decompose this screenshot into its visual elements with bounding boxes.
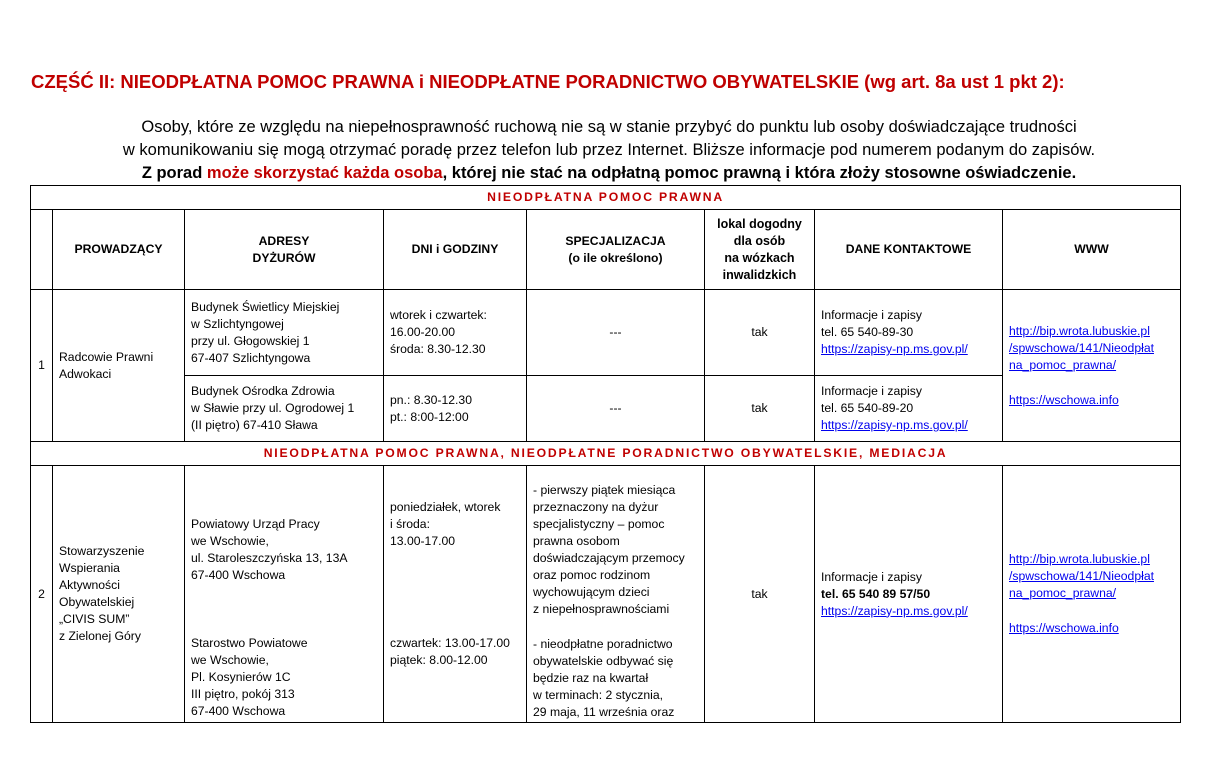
row-1a-adres-2: w Szlichtyngowej <box>191 316 284 331</box>
row-2-spec-b-1: - nieodpłatne poradnictwo <box>533 637 673 651</box>
row-2-adres-b-3: Pl. Kosynierów 1C <box>191 670 291 684</box>
row-2-dni-a-3: 13.00-17.00 <box>390 534 456 548</box>
row-1b-adres <box>185 376 384 442</box>
row-2-dni-a-1: poniedziałek, wtorek <box>390 500 501 514</box>
row-2-dane-1: Informacje i zapisy <box>821 569 922 584</box>
row-2-adres-a-3: ul. Staroleszczyńska 13, 13A <box>191 551 348 565</box>
row-2-adres-b-5: 67-400 Wschowa <box>191 704 286 718</box>
row-1b-lokal: tak <box>705 376 815 442</box>
row-1a-dni-2: 16.00-20.00 <box>390 325 456 339</box>
row-1a-adres-4: 67-407 Szlichtyngowa <box>191 350 311 365</box>
row-2-bip-link[interactable]: http://bip.wrota.lubuskie.pl <box>1009 552 1150 566</box>
row-1b-dni <box>384 376 527 442</box>
row-1-www <box>1003 290 1181 442</box>
header-adresy-1: ADRESY <box>258 233 310 248</box>
spacer <box>191 584 377 635</box>
section-header-row-1 <box>31 186 1181 210</box>
row-1-prowadzacy-1: Radcowie Prawni <box>59 349 154 364</box>
row-2-dni-b-1: czwartek: 13.00-17.00 <box>390 636 510 650</box>
header-lokal <box>705 210 815 290</box>
header-lokal-1: lokal dogodny <box>717 216 802 231</box>
header-www: WWW <box>1003 210 1181 290</box>
header-spec-2: (o ile określono) <box>568 250 663 265</box>
intro-line-3-a: Z porad <box>141 164 207 182</box>
intro-line-2: w komunikowaniu się mogą otrzymać poradę przez telefon lub przez Internet. Bliższe informacje pod numerem podanym do zapisów. <box>122 141 1096 159</box>
spacer <box>533 618 698 636</box>
row-2-adres-a-2: we Wschowie, <box>191 534 269 548</box>
row-2-lokal: tak <box>705 466 815 723</box>
row-2-dni-b-2: piątek: 8.00-12.00 <box>390 653 488 667</box>
table-header-row <box>31 210 1181 290</box>
page-title: CZĘŚĆ II: NIEODPŁATNA POMOC PRAWNA i NIEODPŁATNE PORADNICTWO OBYWATELSKIE (wg art. 8a ust 1 pkt 2): <box>31 71 1065 92</box>
spacer <box>390 550 520 635</box>
row-2-bip-link-2[interactable]: /spwschowa/141/Nieodpłat <box>1009 569 1154 583</box>
row-2-adres-a-1: Powiatowy Urząd Pracy <box>191 517 320 531</box>
row-1a-dni <box>384 290 527 376</box>
row-1b-spec: --- <box>527 376 705 442</box>
spacer <box>1009 374 1174 392</box>
row-2-bip-link-3[interactable]: na_pomoc_prawna/ <box>1009 586 1117 600</box>
header-spec-1: SPECJALIZACJA <box>565 233 666 248</box>
row-2-www <box>1003 466 1181 723</box>
row-2-prowadzacy-5: „CIVIS SUM” <box>59 612 130 626</box>
row-1b-dane-1: Informacje i zapisy <box>821 384 922 398</box>
row-2-adres-b-1: Starostwo Powiatowe <box>191 636 308 650</box>
header-lokal-4: inwalidzkich <box>722 267 797 282</box>
table-row <box>31 290 1181 376</box>
row-2-adres-a-4: 67-400 Wschowa <box>191 568 286 582</box>
section-title-2: NIEODPŁATNA POMOC PRAWNA, NIEODPŁATNE PORADNICTWO OBYWATELSKIE, MEDIACJA <box>31 442 1181 466</box>
row-1b-adres-1: Budynek Ośrodka Zdrowia <box>191 384 335 398</box>
row-2-spec-a-6: oraz pomoc rodzinom <box>533 568 651 582</box>
row-2-prowadzacy-2: Wspierania <box>59 561 120 575</box>
row-2-dni-a-2: i środa: <box>390 517 430 531</box>
header-adresy <box>185 210 384 290</box>
row-2-dane-2: tel. 65 540 89 57/50 <box>821 586 931 601</box>
row-1a-dane-2: tel. 65 540-89-30 <box>821 325 914 339</box>
row-1a-adres <box>185 290 384 376</box>
row-2-zapisy-link[interactable]: https://zapisy-np.ms.gov.pl/ <box>821 603 968 618</box>
services-table <box>30 185 1181 723</box>
row-2-spec-a-5: doświadczającym przemocy <box>533 551 685 565</box>
row-2-spec-a-3: specjalistyczny – pomoc <box>533 517 665 531</box>
header-lokal-3: na wózkach <box>724 250 795 265</box>
section-title-1: NIEODPŁATNA POMOC PRAWNA <box>31 186 1181 210</box>
row-1b-adres-2: w Sławie przy ul. Ogrodowej 1 <box>191 401 355 415</box>
row-1b-dni-1: pn.: 8.30-12.30 <box>390 392 472 407</box>
row-1a-adres-1: Budynek Świetlicy Miejskiej <box>191 299 340 314</box>
row-2-spec-a-2: przeznaczony na dyżur <box>533 500 659 514</box>
row-2-prowadzacy-3: Aktywności <box>59 578 120 592</box>
row-1a-lokal: tak <box>705 290 815 376</box>
row-2-wschowa-link[interactable]: https://wschowa.info <box>1009 621 1119 635</box>
row-1b-zapisy-link[interactable]: https://zapisy-np.ms.gov.pl/ <box>821 418 968 432</box>
row-2-dane <box>815 466 1003 723</box>
row-1-wschowa-link[interactable]: https://wschowa.info <box>1009 392 1119 407</box>
row-2-spec-a-7: wychowującym dzieci <box>533 585 650 599</box>
row-1b-dane-2: tel. 65 540-89-20 <box>821 401 914 415</box>
row-1-prowadzacy-2: Adwokaci <box>59 366 112 381</box>
row-1b-adres-3: (II piętro) 67-410 Sława <box>191 418 318 432</box>
row-2-adres-b-4: III piętro, pokój 313 <box>191 687 295 701</box>
row-1a-spec: --- <box>527 290 705 376</box>
row-1-bip-link-2[interactable]: /spwschowa/141/Nieodpłat <box>1009 340 1154 355</box>
row-2-spec <box>527 466 705 723</box>
row-2-spec-b-2: obywatelskie odbywać się <box>533 654 674 668</box>
row-1a-dane-1: Informacje i zapisy <box>821 308 922 322</box>
row-1a-dane <box>815 290 1003 376</box>
row-2-prowadzacy-1: Stowarzyszenie <box>59 544 145 558</box>
intro-line-3-b: , której nie stać na odpłatną pomoc prawną i która złoży stosowne oświadczenie. <box>442 164 1077 182</box>
row-2-spec-b-3: będzie raz na kwartał <box>533 671 649 685</box>
row-2-dni <box>384 466 527 723</box>
row-1b-dni-2: pt.: 8:00-12:00 <box>390 409 469 424</box>
row-2-prowadzacy <box>53 466 185 723</box>
header-num <box>31 210 53 290</box>
intro-line-1: Osoby, które ze względu na niepełnosprawność ruchową nie są w stanie przybyć do punktu lub osoby doświadczające trudności <box>141 118 1077 136</box>
row-1a-dni-1: wtorek i czwartek: <box>390 308 487 322</box>
row-1a-dni-3: środa: 8.30-12.30 <box>390 342 486 356</box>
section-header-row-2 <box>31 442 1181 466</box>
row-2-spec-a-4: prawna osobom <box>533 534 620 548</box>
header-dni: DNI i GODZINY <box>384 210 527 290</box>
row-1-bip-link[interactable]: http://bip.wrota.lubuskie.pl <box>1009 323 1150 338</box>
row-2-spec-a-8: z niepełnosprawnościami <box>533 602 670 616</box>
row-2-adres <box>185 466 384 723</box>
row-1a-zapisy-link[interactable]: https://zapisy-np.ms.gov.pl/ <box>821 342 968 356</box>
header-lokal-2: dla osób <box>733 233 786 248</box>
header-prowadzacy: PROWADZĄCY <box>53 210 185 290</box>
row-2-spec-b-5: 29 maja, 11 września oraz <box>533 705 675 719</box>
row-1-prowadzacy <box>53 290 185 442</box>
row-2-prowadzacy-6: z Zielonej Góry <box>59 629 141 643</box>
intro-line-3-highlight: może skorzystać każda osoba <box>206 164 443 182</box>
row-1a-adres-3: przy ul. Głogowskiej 1 <box>191 333 310 348</box>
intro-text <box>0 116 1218 185</box>
row-2-spec-b-4: w terminach: 2 stycznia, <box>533 688 664 702</box>
row-1-bip-link-3[interactable]: na_pomoc_prawna/ <box>1009 357 1117 372</box>
header-spec <box>527 210 705 290</box>
header-adresy-2: DYŻURÓW <box>252 250 316 265</box>
spacer <box>1009 602 1174 620</box>
row-2-spec-a-1: - pierwszy piątek miesiąca <box>533 483 676 497</box>
row-2-adres-b-2: we Wschowie, <box>191 653 269 667</box>
row-2-prowadzacy-4: Obywatelskiej <box>59 595 135 609</box>
row-1b-dane <box>815 376 1003 442</box>
intro-line-3 <box>0 162 1218 185</box>
row-1-num: 1 <box>31 290 53 442</box>
row-2-num: 2 <box>31 466 53 723</box>
table-row <box>31 466 1181 723</box>
header-dane: DANE KONTAKTOWE <box>815 210 1003 290</box>
